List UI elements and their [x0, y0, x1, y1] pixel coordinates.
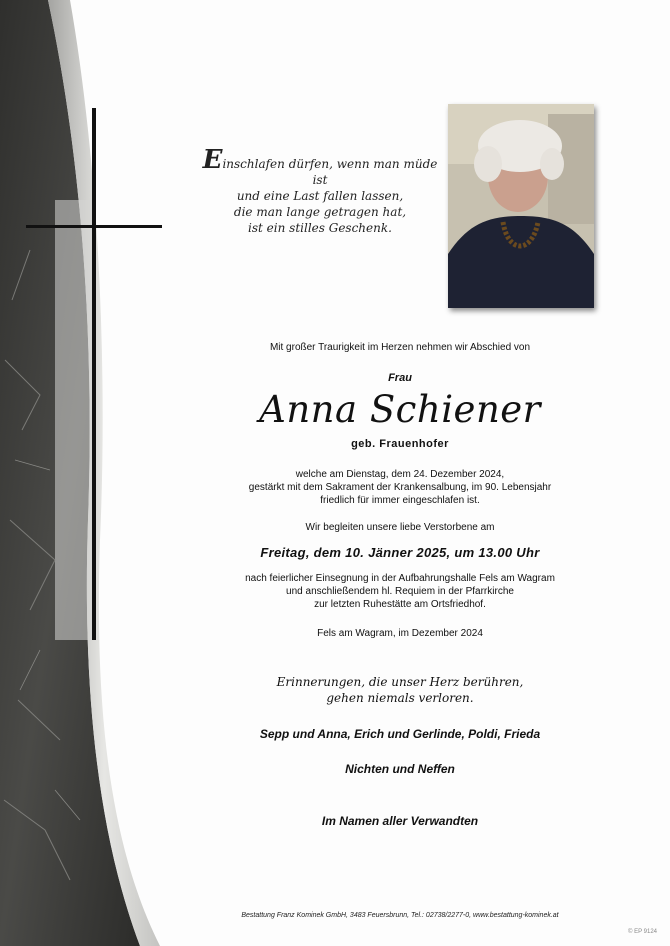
relatives-line: Im Namen aller Verwandten [321, 814, 479, 828]
quote-line: ist ein stilles Geschenk. [248, 221, 392, 235]
cross-vertical-bar [92, 108, 96, 640]
ceremony-line: zur letzten Ruhestätte am Ortsfriedhof. [314, 599, 486, 610]
deceased-title: Frau [388, 372, 412, 384]
footer-funeral-home: Bestattung Franz Kominek GmbH, 3483 Feuersbrunn, Tel.: 02738/2277-0, www.bestattung-kominek.at [241, 912, 559, 919]
death-notice [190, 468, 610, 507]
ep-code: © EP 9124 [628, 929, 657, 935]
quote-line: und eine Last fallen lassen, [236, 189, 404, 203]
death-notice-line: gestärkt mit dem Sakrament der Krankensalbung, im 90. Lebensjahr [248, 482, 552, 493]
memory-line: Erinnerungen, die unser Herz berühren, [276, 675, 524, 689]
birth-name: geb. Frauenhofer [351, 438, 449, 450]
opening-quote [195, 145, 445, 236]
cross-horizontal-bar [26, 225, 162, 228]
intro-text: Mit großer Traurigkeit im Herzen nehmen wir Abschied von [269, 342, 531, 353]
place-date: Fels am Wagram, im Dezember 2024 [317, 628, 483, 639]
quote-line: die man lange getragen hat, [233, 205, 407, 219]
memory-line: gehen niemals verloren. [326, 691, 474, 705]
death-notice-line: welche am Dienstag, dem 24. Dezember 2024, [295, 469, 505, 480]
death-notice-line: friedlich für immer eingeschlafen ist. [320, 495, 480, 506]
accompany-text: Wir begleiten unsere liebe Verstorbene am [305, 522, 495, 533]
portrait-photo [448, 104, 594, 308]
funeral-date: Freitag, dem 10. Jänner 2025, um 13.00 Uhr [260, 545, 540, 560]
deceased-name: Anna Schiener [259, 388, 541, 431]
nieces-nephews: Nichten und Neffen [345, 762, 455, 776]
ceremony-line: und anschließendem hl. Requiem in der Pfarrkirche [286, 586, 514, 597]
family-names: Sepp und Anna, Erich und Gerlinde, Poldi, Frieda [259, 727, 541, 741]
ceremony-line: nach feierlicher Einsegnung in der Aufbahrungshalle Fels am Wagram [245, 573, 555, 584]
memory-quote [190, 674, 610, 706]
quote-initial: E [202, 145, 223, 175]
quote-first-line: Einschlafen dürfen, wenn man müde ist [202, 145, 438, 187]
ceremony-details [190, 572, 610, 611]
